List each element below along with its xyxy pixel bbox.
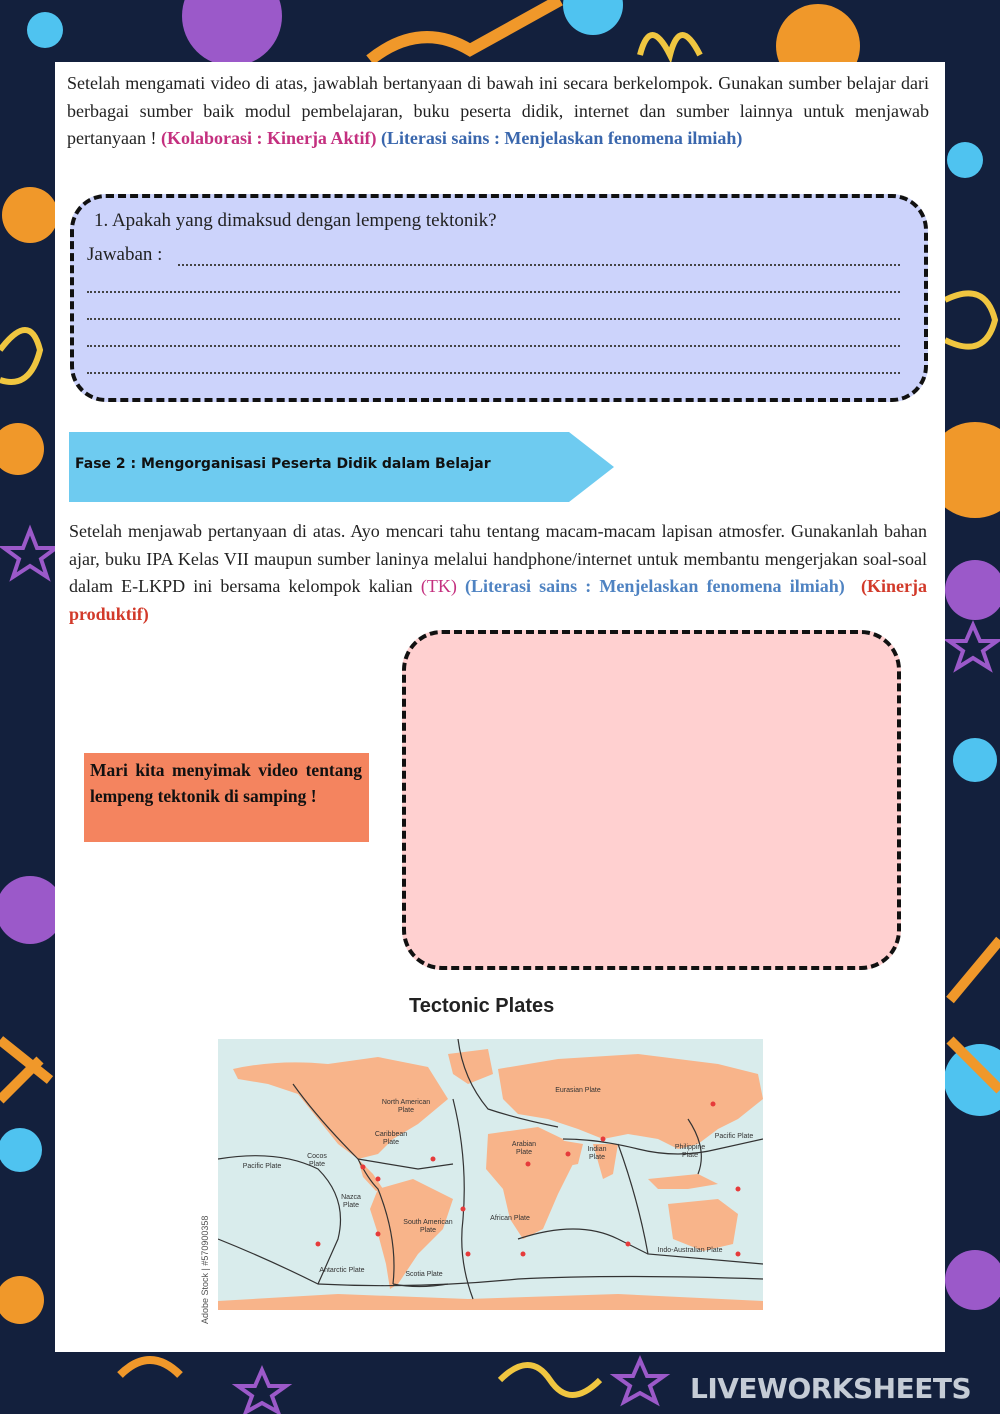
collab-tag: (Kolaborasi : Kinerja Aktif) xyxy=(160,128,377,148)
answer-line-1[interactable] xyxy=(178,264,900,266)
answer-line-4[interactable] xyxy=(87,345,900,347)
answer-label: Jawaban : xyxy=(87,244,163,265)
plate-antarctic: Antarctic Plate xyxy=(319,1267,365,1274)
phase-banner xyxy=(69,432,614,502)
plate-indian: Indian Plate xyxy=(587,1146,607,1161)
stock-credit: Adobe Stock | #570900358 xyxy=(200,1215,210,1324)
answer-line-3[interactable] xyxy=(87,318,900,320)
map-title: Tectonic Plates xyxy=(409,995,555,1017)
plate-arabian: Arabian Plate xyxy=(511,1141,537,1156)
plate-indo-australian: Indo-Australian Plate xyxy=(657,1247,723,1254)
plate-philippine: Philippine Plate xyxy=(674,1144,706,1159)
instructions-text: Setelah menjawab pertanyaan di atas. Ayo mencari tahu tentang macam-macam lapisan atmosfer. Gunakanlah bahan ajar, buku IPA Kelas VII maupun sumber laninya melalui handphone/internet untuk membantu mengerjakan soal-soal dalam E-LKPD ini bersama kelompok kalian xyxy=(69,521,927,596)
plate-nazca: Nazca Plate xyxy=(341,1194,361,1209)
plate-scotia: Scotia Plate xyxy=(405,1271,443,1278)
intro-text: Setelah mengamati video di atas, jawablah bertanyaan di bawah ini secara berkelompok. Gunakan sumber belajar dari berbagai sumber baik modul pembelajaran, buku peserta didik, internet dan sumber lainnya untuk menjawab pertanyaan ! xyxy=(67,73,929,148)
literacy-tag-2: (Literasi sains : Menjelaskan fenomena ilmiah) xyxy=(464,576,845,596)
plate-pacific-left: Pacific Plate xyxy=(242,1163,282,1170)
plate-eurasian: Eurasian Plate xyxy=(555,1087,601,1094)
question-text: 1. Apakah yang dimaksud dengan lempeng tektonik? xyxy=(94,210,497,231)
answer-line-5[interactable] xyxy=(87,372,900,374)
plate-caribbean: Caribbean Plate xyxy=(374,1131,408,1146)
video-prompt-text: Mari kita menyimak video tentang lempeng tektonik di samping ! xyxy=(90,760,362,806)
tectonic-plates-map xyxy=(218,1039,763,1310)
productive-tag: (Kinerja produktif) xyxy=(69,576,928,624)
plate-north-american: North American Plate xyxy=(381,1099,431,1114)
instructions-paragraph xyxy=(69,518,927,628)
tk-tag: (TK) xyxy=(420,576,457,596)
plate-south-american: South American Plate xyxy=(403,1219,453,1234)
plate-pacific-right: Pacific Plate xyxy=(714,1133,754,1140)
phase-label: Fase 2 : Mengorganisasi Peserta Didik dalam Belajar xyxy=(75,456,491,472)
liveworksheets-watermark: LIVEWORKSHEETS xyxy=(690,1372,972,1405)
plate-cocos: Cocos Plate xyxy=(307,1153,327,1168)
answer-line-2[interactable] xyxy=(87,291,900,293)
plate-african: African Plate xyxy=(490,1215,530,1222)
intro-paragraph xyxy=(67,70,929,153)
question-box xyxy=(70,194,928,402)
video-placeholder[interactable] xyxy=(402,630,901,970)
video-prompt-box xyxy=(84,753,369,842)
literacy-tag: (Literasi sains : Menjelaskan fenomena ilmiah) xyxy=(380,128,743,148)
worksheet-page xyxy=(55,62,945,1352)
